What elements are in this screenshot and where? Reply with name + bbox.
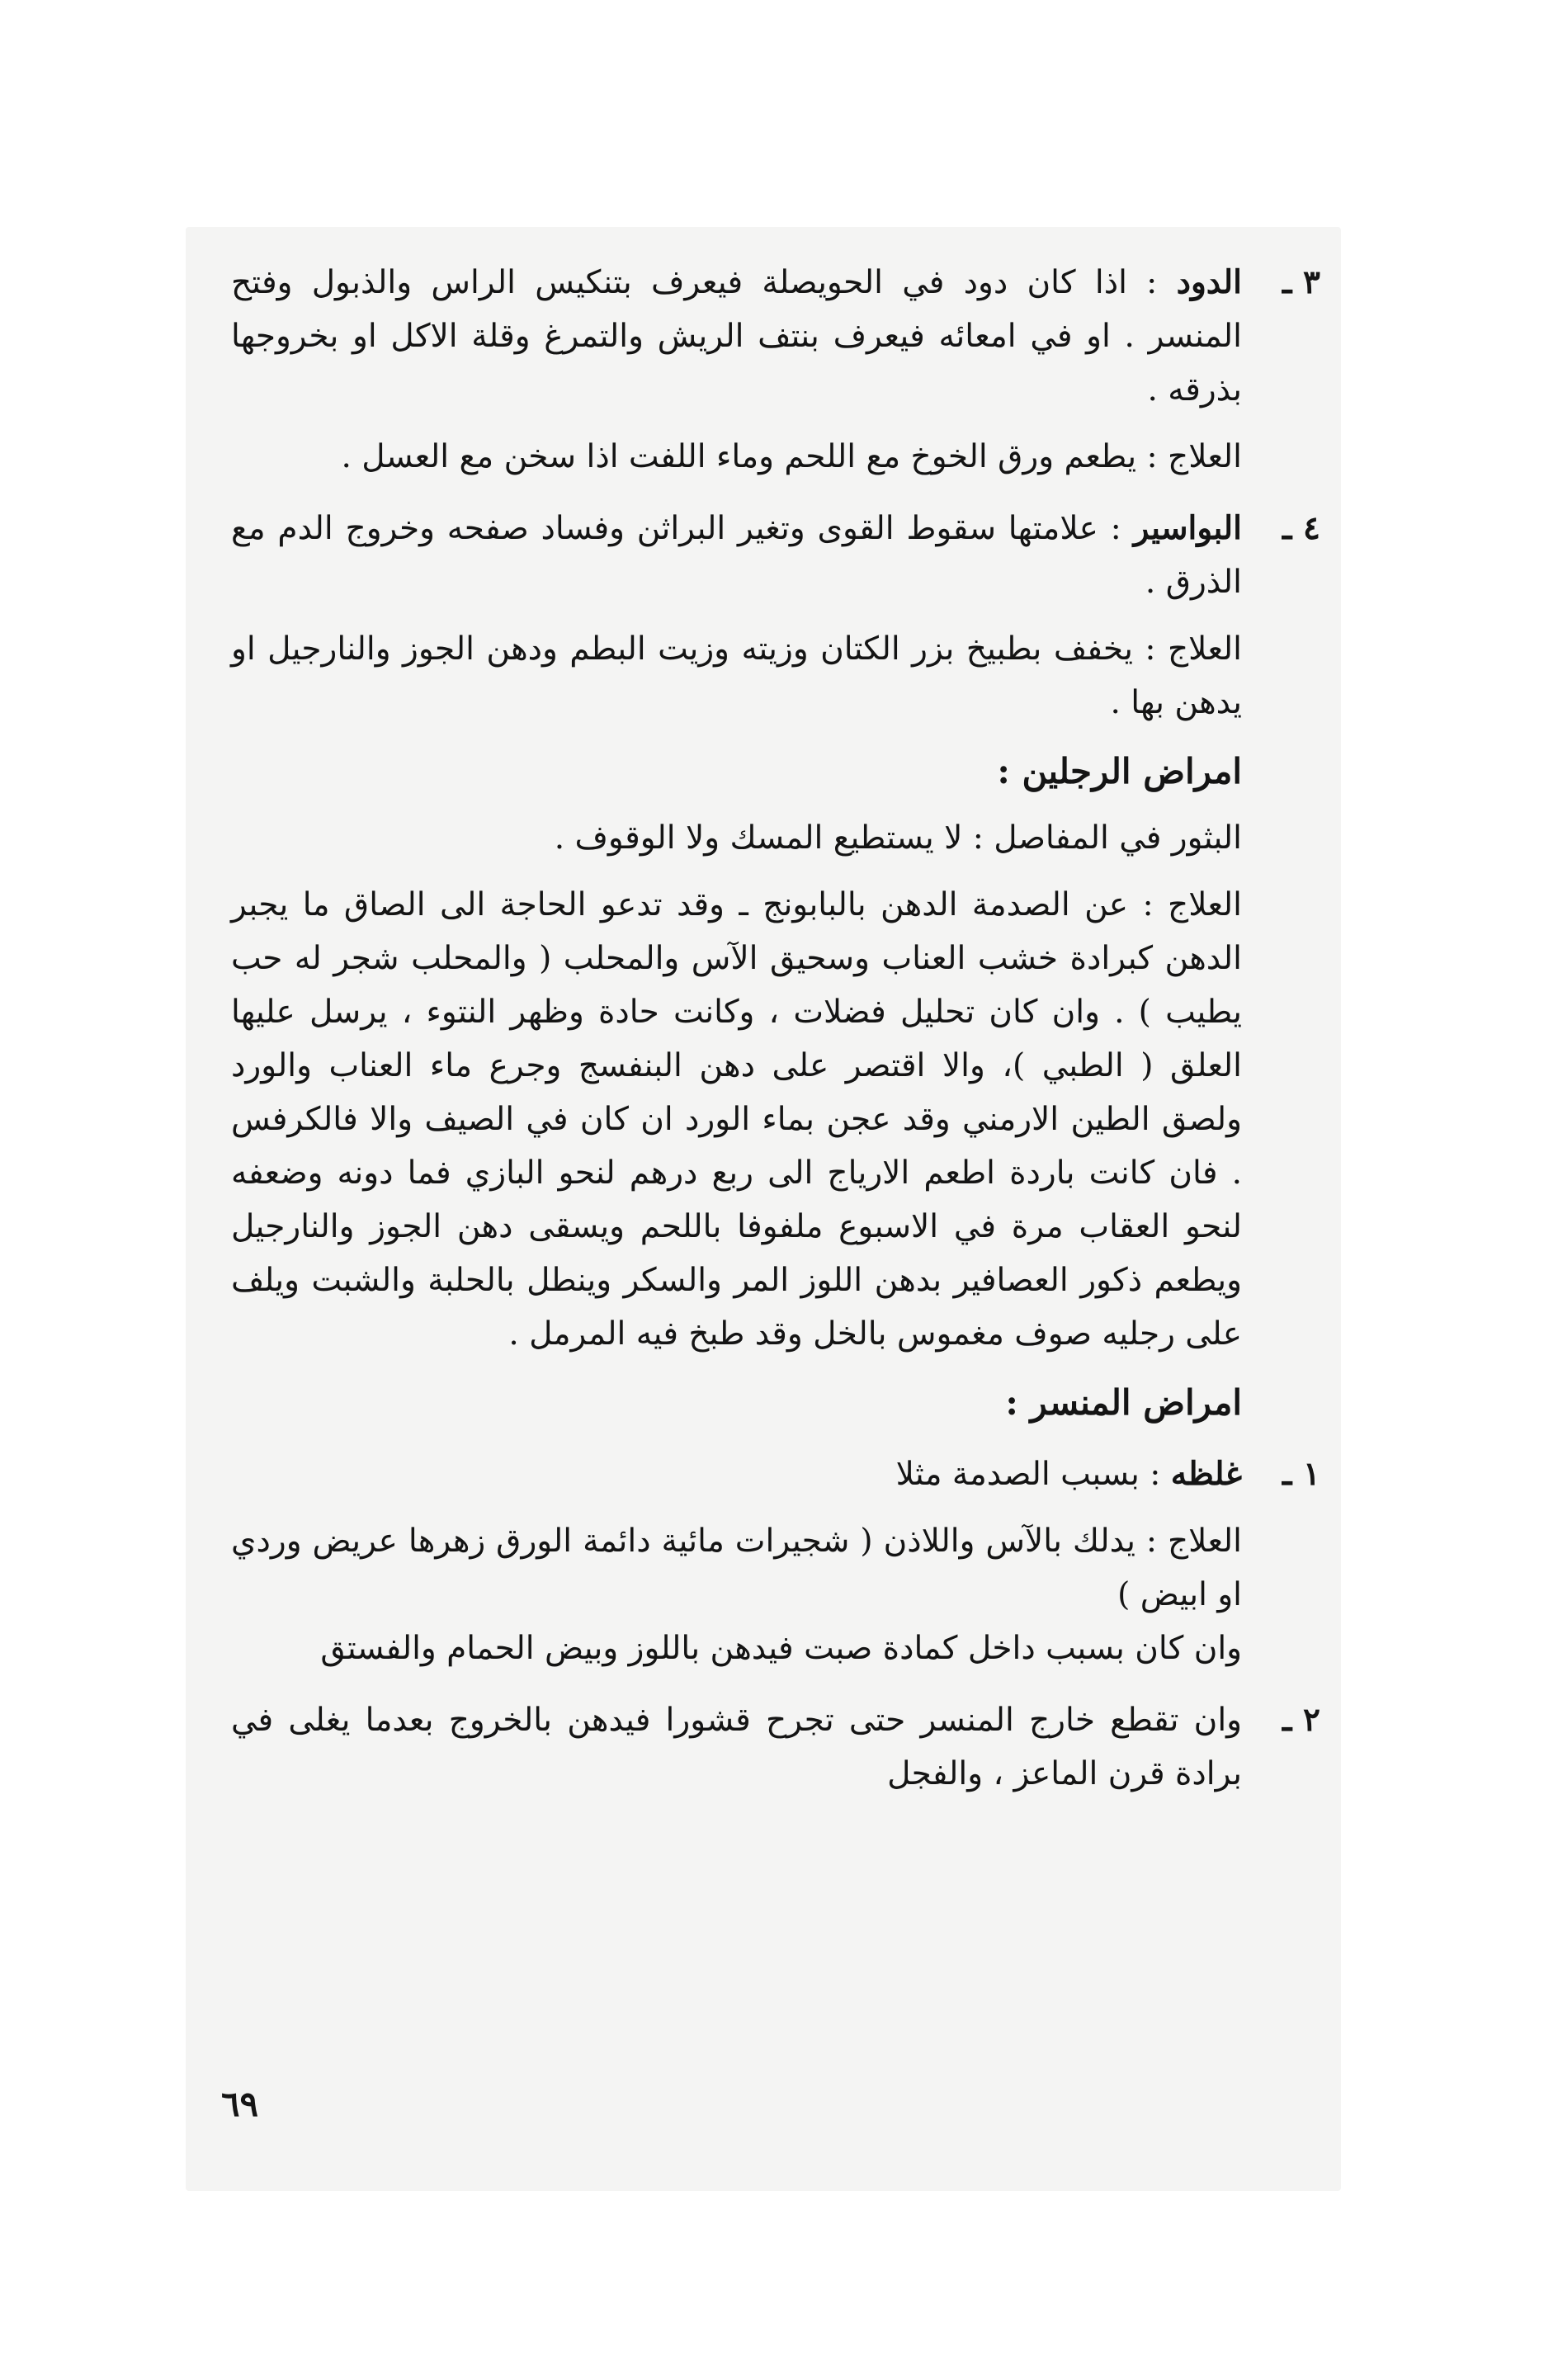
entry-beak-cut <box>231 1693 1320 1801</box>
entry-number: ٣ ـ <box>1282 263 1320 301</box>
treatment-hemorrhoids: العلاج : يخفف بطبيخ بزر الكتان وزيته وزيت البطم ودهن الجوز والنارجيل او يدهن بها . <box>231 630 1242 721</box>
section-heading-legs: امراض الرجلين : <box>997 751 1242 791</box>
entry-term: الدود <box>1176 263 1242 301</box>
entry-text: : علامتها سقوط القوى وتغير البراثن وفساد صفحه وخروج الدم مع الذرق . <box>231 510 1242 601</box>
entry-number: ٢ ـ <box>1282 1701 1320 1739</box>
entry-text: : بسبب الصدمة مثلا <box>895 1456 1161 1493</box>
page-content <box>231 256 1320 2154</box>
entry-text: : اذا كان دود في الحويصلة فيعرف بتنكيس الراس والذبول وفتح المنسر . او في امعائه فيعرف بنتف الريش والتمرغ وقلة الاكل او بخروجها بذرقه . <box>231 264 1242 408</box>
entry-number: ١ ـ <box>1282 1455 1320 1493</box>
entry-body <box>231 1447 1242 1501</box>
entry-beak-thickness <box>231 1447 1320 1501</box>
entry-body <box>231 502 1242 609</box>
treatment-worms: العلاج : يطعم ورق الخوخ مع اللحم وماء اللفت اذا سخن مع العسل . <box>341 438 1242 475</box>
entry-body <box>231 256 1242 417</box>
treatment-beak-1: العلاج : يدلك بالآس واللاذن ( شجيرات مائية دائمة الورق زهرها عريض وردي او ابيض ) <box>231 1523 1242 1613</box>
entry-text: وان تقطع خارج المنسر حتى تجرح قشورا فيدهن بالخروج بعدما يغلى في برادة قرن الماعز ، والفجل <box>231 1702 1242 1792</box>
symptom-joints: البثور في المفاصل : لا يستطيع المسك ولا الوقوف . <box>554 819 1242 857</box>
entry-term: البواسير <box>1133 509 1242 547</box>
section-heading-beak: امراض المنسر : <box>1005 1382 1242 1423</box>
entry-number: ٤ ـ <box>1282 509 1320 547</box>
treatment-beak-2: وان كان بسبب داخل كمادة صبت فيدهن باللوز وبيض الحمام والفستق <box>320 1630 1242 1667</box>
entry-worms <box>231 256 1320 417</box>
entry-hemorrhoids <box>231 502 1320 609</box>
entry-term: غلظه <box>1170 1455 1242 1493</box>
page-number: ٦٩ <box>221 2084 259 2124</box>
treatment-legs: العلاج : عن الصدمة الدهن بالبابونج ـ وقد تدعو الحاجة الى الصاق ما يجبر الدهن كبرادة خشب العناب وسحيق الآس والمحلب ( والمحلب شجر له حب يطيب ) . وان كان تحليل فضلات ، وكانت حادة وظهر النتوء ، يرسل عليها العلق ( الطبي )، والا اقتصر على دهن البنفسج وجرع ماء العناب والورد ولصق الطين الارمني وقد عجن بماء الورد ان كان في الصيف والا فالكرفس . فان كانت باردة اطعم الارياج الى ربع درهم لنحو البازي فما دونه وضعفه لنحو العقاب مرة في الاسبوع ملفوفا باللحم ويسقى دهن الجوز والنارجيل ويطعم ذكور العصافير بدهن اللوز المر والسكر وينطل بالحلبة والشبت ويلف على رجليه صوف مغموس بالخل وقد طبخ فيه المرمل . <box>231 886 1242 1353</box>
